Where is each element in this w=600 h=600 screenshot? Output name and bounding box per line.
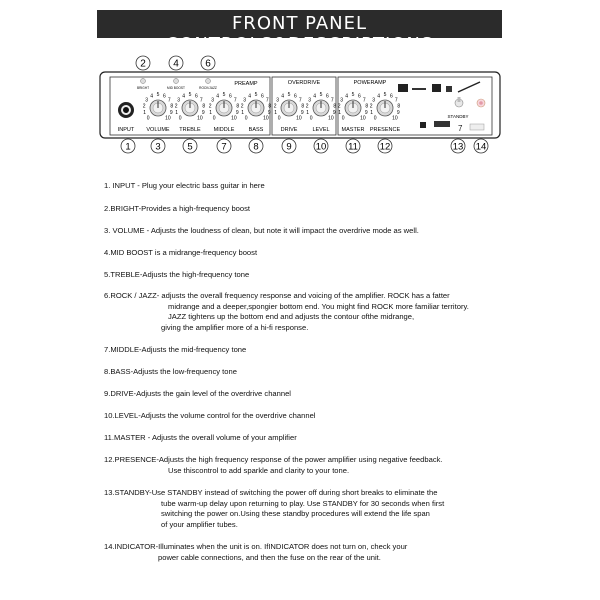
description-line: 6.ROCK / JAZZ- adjusts the overall frequency response and voicing of the amplifier. ROCK has a fatter bbox=[104, 291, 450, 300]
knob-scale-number: 8 bbox=[170, 103, 174, 110]
knob-scale-number: 4 bbox=[313, 93, 316, 100]
description-line: 10.LEVEL-Adjusts the volume control for the overdrive channel bbox=[104, 411, 316, 420]
svg-text:9: 9 bbox=[286, 141, 292, 153]
knob-scale-number: 9 bbox=[201, 110, 205, 117]
knob-scale-number: 3 bbox=[372, 97, 376, 104]
description-line: midrange and a deeper,spongier bottom end. You might find ROCK more familiar territory. bbox=[168, 301, 469, 311]
callout-bottom-10 bbox=[314, 139, 328, 153]
knob-scale-number: 4 bbox=[345, 93, 348, 100]
knob-scale-number: 3 bbox=[308, 97, 312, 104]
input-label: INPUT bbox=[117, 127, 135, 133]
callout-bottom-11 bbox=[346, 139, 360, 153]
description-item bbox=[104, 488, 560, 530]
knob-scale-number: 0 bbox=[178, 115, 182, 122]
knob-scale-number: 3 bbox=[177, 97, 181, 104]
knob-scale-number: 6 bbox=[195, 93, 198, 100]
knob-scale-number: 10 bbox=[263, 115, 269, 122]
callout-bottom-7 bbox=[217, 139, 231, 153]
knob-scale-number: 3 bbox=[243, 97, 247, 104]
description-line: 7.MIDDLE-Adjusts the mid-frequency tone bbox=[104, 345, 247, 354]
knob-scale-number: 7 bbox=[298, 97, 302, 104]
description-item bbox=[104, 542, 560, 563]
description-item bbox=[104, 433, 560, 444]
description-item bbox=[104, 226, 560, 237]
svg-text:ROCK/JAZZ: ROCK/JAZZ bbox=[199, 86, 217, 90]
knob-scale-number: 1 bbox=[306, 110, 310, 117]
knob-scale-number: 6 bbox=[358, 93, 361, 100]
poweramp-label: POWERAMP bbox=[353, 80, 387, 86]
callout-bottom-8 bbox=[249, 139, 263, 153]
knob-scale-number: 0 bbox=[373, 115, 377, 122]
knob-scale-number: 4 bbox=[281, 93, 284, 100]
knob-scale-number: 9 bbox=[396, 110, 400, 117]
knob-scale-number: 2 bbox=[305, 103, 309, 110]
knob-scale-number: 8 bbox=[236, 103, 240, 110]
volume-label: VOLUME bbox=[146, 127, 170, 133]
description-line: 2.BRIGHT-Provides a high-frequency boost bbox=[104, 204, 251, 213]
knob-scale-number: 6 bbox=[294, 93, 297, 100]
knob-scale-number: 4 bbox=[248, 93, 251, 100]
knob-scale-number: 8 bbox=[202, 103, 206, 110]
svg-text:3: 3 bbox=[155, 141, 161, 153]
knob-scale-number: 1 bbox=[370, 110, 374, 117]
knob-scale-number: 9 bbox=[235, 110, 239, 117]
knob-scale-number: 1 bbox=[175, 110, 179, 117]
knob-scale-number: 2 bbox=[142, 103, 146, 110]
knob-scale-number: 3 bbox=[211, 97, 215, 104]
overdrive-label: OVERDRIVE bbox=[287, 80, 321, 86]
knob-scale-number: 0 bbox=[212, 115, 216, 122]
treble-label: TREBLE bbox=[179, 127, 201, 133]
knob-scale-number: 6 bbox=[261, 93, 264, 100]
svg-text:11: 11 bbox=[348, 141, 358, 153]
description-line: 3. VOLUME - Adjusts the loudness of clean, but note it will impact the overdrive mode as well. bbox=[104, 226, 419, 235]
description-line: giving the amplifier more of a hi-fi response. bbox=[161, 322, 309, 332]
knob-scale-number: 10 bbox=[296, 115, 302, 122]
knob-scale-number: 10 bbox=[360, 115, 366, 122]
knob-scale-number: 5 bbox=[287, 91, 291, 98]
knob-scale-number: 10 bbox=[197, 115, 203, 122]
knob-scale-number: 7 bbox=[233, 97, 237, 104]
middle-label: MIDDLE bbox=[213, 127, 235, 133]
description-item bbox=[104, 389, 560, 400]
knob-scale-number: 5 bbox=[254, 91, 258, 98]
knob-scale-number: 4 bbox=[216, 93, 219, 100]
svg-text:7: 7 bbox=[458, 124, 463, 133]
knob-scale-number: 9 bbox=[364, 110, 368, 117]
knob-scale-number: 5 bbox=[222, 91, 226, 98]
preamp-label: PREAMP bbox=[234, 81, 258, 87]
knob-scale-number: 2 bbox=[174, 103, 178, 110]
description-line: 13.STANDBY-Use STANDBY instead of switching the power off during short breaks to eliminate the bbox=[104, 488, 438, 497]
knob-scale-number: 8 bbox=[365, 103, 369, 110]
description-item bbox=[104, 411, 560, 422]
knob-scale-number: 2 bbox=[273, 103, 277, 110]
description-line: tube warm-up delay upon returning to play. Use STANDBY for 30 seconds when first bbox=[161, 498, 445, 508]
callout-bottom-9 bbox=[282, 139, 296, 153]
knob-scale-number: 8 bbox=[333, 103, 337, 110]
svg-text:1: 1 bbox=[125, 141, 131, 153]
knob-scale-number: 0 bbox=[309, 115, 313, 122]
svg-text:8: 8 bbox=[253, 141, 259, 153]
callout-bottom-3 bbox=[151, 139, 165, 153]
presence-label: PRESENCE bbox=[369, 127, 401, 133]
knob-scale-number: 10 bbox=[165, 115, 171, 122]
description-line: 1. INPUT - Plug your electric bass guitar in here bbox=[104, 181, 265, 190]
callout-top-4 bbox=[169, 56, 183, 70]
description-line: 8.BASS-Adjusts the low-frequency tone bbox=[104, 367, 237, 376]
page-title: FRONT PANEL CONTROLS&DESCRIPTIONS bbox=[165, 13, 434, 55]
knob-scale-number: 10 bbox=[392, 115, 398, 122]
callout-bottom-14 bbox=[474, 139, 488, 153]
knob-scale-number: 3 bbox=[276, 97, 280, 104]
svg-text:12: 12 bbox=[379, 141, 391, 153]
level-label: LEVEL bbox=[312, 127, 330, 133]
knob-scale-number: 2 bbox=[240, 103, 244, 110]
svg-text:2: 2 bbox=[140, 58, 146, 70]
svg-text:10: 10 bbox=[315, 141, 327, 153]
knob-scale-number: 1 bbox=[274, 110, 278, 117]
knob-scale-number: 1 bbox=[143, 110, 147, 117]
drive-label: DRIVE bbox=[280, 127, 298, 133]
knob-scale-number: 4 bbox=[182, 93, 185, 100]
knob-scale-number: 6 bbox=[229, 93, 232, 100]
knob-scale-number: 5 bbox=[188, 91, 192, 98]
description-line: 4.MID BOOST is a midrange-frequency boost bbox=[104, 248, 258, 257]
knob-scale-number: 2 bbox=[208, 103, 212, 110]
description-line: 14.INDICATOR-Illuminates when the unit is on. IfINDICATOR does not turn on, check your bbox=[104, 542, 408, 551]
svg-text:5: 5 bbox=[187, 141, 193, 153]
svg-text:14: 14 bbox=[475, 141, 487, 153]
description-line: 12.PRESENCE-Adjusts the high frequency response of the power amplifier using negative feedback. bbox=[104, 455, 443, 464]
knob-scale-number: 5 bbox=[383, 91, 387, 98]
svg-text:6: 6 bbox=[205, 58, 211, 70]
svg-text:4: 4 bbox=[173, 58, 179, 70]
knob-scale-number: 0 bbox=[244, 115, 248, 122]
knob-scale-number: 4 bbox=[377, 93, 380, 100]
knob-scale-number: 1 bbox=[209, 110, 213, 117]
description-item bbox=[104, 248, 560, 259]
svg-text:BRIGHT: BRIGHT bbox=[136, 86, 150, 90]
knob-scale-number: 5 bbox=[156, 91, 160, 98]
knob-scale-number: 8 bbox=[397, 103, 401, 110]
knob-scale-number: 5 bbox=[351, 91, 355, 98]
description-line: 11.MASTER - Adjusts the overall volume of your amplifier bbox=[104, 433, 297, 442]
knob-scale-number: 7 bbox=[362, 97, 366, 104]
knob-scale-number: 1 bbox=[241, 110, 245, 117]
bass-label: BASS bbox=[248, 127, 264, 133]
knob-scale-number: 4 bbox=[150, 93, 153, 100]
description-item bbox=[104, 345, 560, 356]
description-line: 9.DRIVE-Adjusts the gain level of the overdrive channel bbox=[104, 389, 291, 398]
knob-scale-number: 8 bbox=[268, 103, 272, 110]
callout-bottom-5 bbox=[183, 139, 197, 153]
knob-scale-number: 9 bbox=[332, 110, 336, 117]
knob-scale-number: 7 bbox=[394, 97, 398, 104]
knob-scale-number: 5 bbox=[319, 91, 323, 98]
knob-scale-number: 0 bbox=[277, 115, 281, 122]
master-label: MASTER bbox=[341, 127, 365, 133]
description-item bbox=[104, 181, 560, 192]
power-rocker bbox=[470, 124, 484, 130]
description-line: switching the power on.Using these standby procedures will extend the life span bbox=[161, 509, 430, 519]
knob-scale-number: 6 bbox=[390, 93, 393, 100]
knob-scale-number: 7 bbox=[167, 97, 171, 104]
knob-scale-number: 1 bbox=[338, 110, 342, 117]
svg-text:7: 7 bbox=[221, 141, 227, 153]
callout-top-2 bbox=[136, 56, 150, 70]
description-item bbox=[104, 204, 560, 215]
knob-scale-number: 6 bbox=[163, 93, 166, 100]
description-line: Use thiscontrol to add sparkle and clarity to your tone. bbox=[168, 465, 350, 475]
description-line: JAZZ tightens up the bottom end and adjusts the contour ofthe midrange, bbox=[168, 312, 415, 322]
input-jack[interactable] bbox=[118, 102, 134, 118]
callout-bottom-1 bbox=[121, 139, 135, 153]
knob-scale-number: 7 bbox=[199, 97, 203, 104]
description-line: 5.TREBLE-Adjusts the high-frequency tone bbox=[104, 270, 250, 279]
knob-scale-number: 9 bbox=[267, 110, 271, 117]
knob-scale-number: 6 bbox=[326, 93, 329, 100]
knob-scale-number: 7 bbox=[330, 97, 334, 104]
description-line: power cable connections, and then the fuse on the rear of the unit. bbox=[158, 552, 381, 562]
callout-bottom-group bbox=[121, 139, 488, 153]
knob-scale-number: 2 bbox=[369, 103, 373, 110]
knob-scale-number: 8 bbox=[301, 103, 305, 110]
knob-scale-number: 0 bbox=[341, 115, 345, 122]
front-panel-diagram bbox=[0, 0, 600, 160]
description-line: of your amplifier tubes. bbox=[161, 519, 238, 529]
knob-scale-number: 3 bbox=[145, 97, 149, 104]
knob-scale-number: 9 bbox=[300, 110, 304, 117]
svg-text:MID BOOST: MID BOOST bbox=[167, 86, 185, 90]
knob-scale-number: 2 bbox=[337, 103, 341, 110]
knob-scale-number: 9 bbox=[169, 110, 173, 117]
knob-scale-number: 10 bbox=[328, 115, 334, 122]
knob-scale-number: 7 bbox=[265, 97, 269, 104]
callout-bottom-13 bbox=[451, 139, 465, 153]
knob-scale-number: 10 bbox=[231, 115, 237, 122]
description-item bbox=[104, 291, 560, 333]
description-item bbox=[104, 270, 560, 281]
indicator-light bbox=[477, 99, 485, 107]
knob-scale-number: 3 bbox=[340, 97, 344, 104]
description-item bbox=[104, 455, 560, 476]
standby-label: STANDBY bbox=[447, 114, 469, 119]
callout-bottom-12 bbox=[378, 139, 392, 153]
knob-scale-number: 0 bbox=[146, 115, 150, 122]
svg-text:13: 13 bbox=[452, 141, 464, 153]
description-item bbox=[104, 367, 560, 378]
callout-top-6 bbox=[201, 56, 215, 70]
